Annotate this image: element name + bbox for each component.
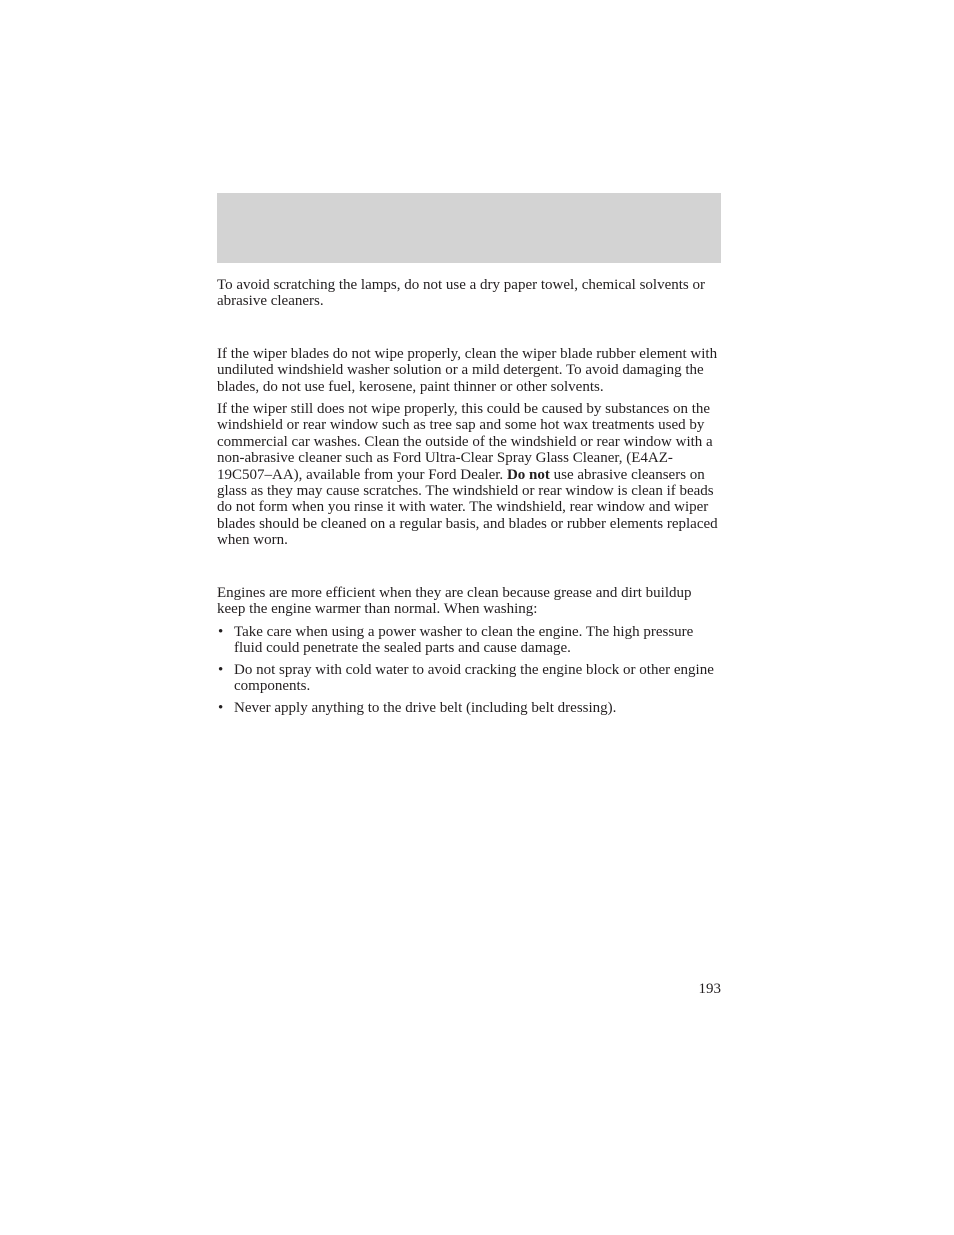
wiper-cleaning-paragraph: If the wiper blades do not wipe properly, clean the wiper blade rubber element with undiluted windshield washer solution or a mild detergent. To avoid damaging the blades, do not use fuel, kerosene, paint thinner or other solvents.: [217, 345, 718, 395]
page-content: [217, 277, 722, 722]
section-header-band: [217, 193, 721, 263]
engine-cleaning-intro: Engines are more efficient when they are clean because grease and dirt buildup keep the engine warmer than normal. When washing:: [217, 584, 692, 618]
lamps-cleaning-paragraph: To avoid scratching the lamps, do not use a dry paper towel, chemical solvents or abrasive cleaners.: [217, 277, 705, 310]
bullet-icon: •: [218, 623, 224, 640]
bullet-icon: •: [218, 661, 224, 678]
list-item-text: Never apply anything to the drive belt (including belt dressing).: [234, 700, 617, 717]
list-item-text: Do not spray with cold water to avoid cracking the engine block or other engine components.: [234, 661, 714, 695]
list-item: [217, 662, 722, 695]
list-item: [217, 624, 722, 657]
windshield-text-part-2: use abrasive cleansers on glass as they may cause scratches. The windshield or rear window is clean if beads do not form when you rinse it with water. The windshield, rear window and wiper blades should be cleaned on a regular basis, and blades or rubber elements replaced when worn.: [217, 466, 718, 549]
list-item-text: Take care when using a power washer to clean the engine. The high pressure fluid could penetrate the sealed parts and cause damage.: [234, 623, 694, 656]
windshield-text-part-1: If the wiper still does not wipe properly, this could be caused by substances on the windshield or rear window such as tree sap and some hot wax treatments used by commercial car washes. Clean the outside of the windshield or rear window with a non-abrasive cleaner such as Ford Ultra-Clear Spray Glass Cleaner, (E4AZ-19C507–AA), available from your Ford Dealer.: [217, 401, 713, 483]
engine-washing-list: [217, 624, 722, 717]
list-item: [217, 700, 722, 716]
page-number: 193: [698, 981, 721, 997]
do-not-emphasis: Do not: [506, 466, 550, 483]
bullet-icon: •: [218, 700, 224, 717]
windshield-cleaning-paragraph: [217, 401, 722, 549]
